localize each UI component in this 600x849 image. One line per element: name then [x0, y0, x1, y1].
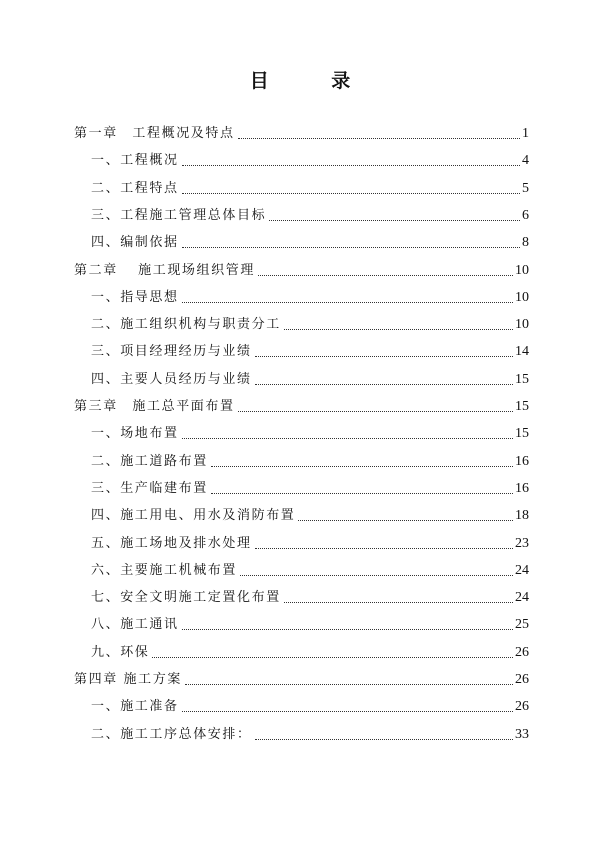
toc-entry-label: 二、工程特点	[91, 180, 179, 196]
toc-page-number: 8	[522, 235, 529, 251]
toc-section-entry[interactable]	[91, 615, 529, 635]
toc-section-entry[interactable]	[91, 588, 529, 608]
toc-section-entry[interactable]	[91, 725, 529, 745]
toc-dot-leader	[258, 275, 513, 276]
toc-entry-label: 三、工程施工管理总体目标	[91, 207, 267, 223]
toc-page-number: 15	[515, 399, 529, 414]
toc-dot-leader	[182, 438, 513, 439]
toc-entry-label: 一、施工准备	[91, 699, 179, 715]
toc-section-entry[interactable]	[91, 206, 529, 226]
toc-section-entry[interactable]	[91, 315, 529, 335]
toc-dot-leader	[211, 466, 513, 467]
toc-entry-label: 第三章 施工总平面布置	[74, 399, 235, 414]
toc-entry-label: 一、工程概况	[91, 153, 179, 169]
toc-page-number: 26	[515, 672, 529, 687]
toc-dot-leader	[255, 739, 513, 740]
toc-dot-leader	[182, 629, 513, 630]
toc-dot-leader	[182, 193, 520, 194]
toc-page-number: 10	[515, 289, 529, 305]
toc-dot-leader	[182, 247, 520, 248]
toc-dot-leader	[182, 711, 513, 712]
toc-section-entry[interactable]	[91, 151, 529, 171]
toc-entry-label: 七、安全文明施工定置化布置	[91, 590, 281, 606]
toc-dot-leader	[152, 657, 513, 658]
toc-entry-label: 五、施工场地及排水处理	[91, 535, 252, 551]
toc-section-entry[interactable]	[91, 643, 529, 663]
toc-dot-leader	[238, 411, 513, 412]
toc-page-number: 23	[515, 535, 529, 551]
toc-page-number: 24	[515, 590, 529, 606]
toc-section-entry[interactable]	[91, 452, 529, 472]
toc-dot-leader	[182, 165, 520, 166]
toc-entry-label: 二、施工工序总体安排：	[91, 726, 252, 742]
toc-entry-label: 三、项目经理经历与业绩	[91, 344, 252, 360]
toc-entry-label: 一、场地布置	[91, 426, 179, 442]
toc-page-number: 26	[515, 699, 529, 715]
toc-dot-leader	[211, 493, 513, 494]
toc-entry-label: 第一章 工程概况及特点	[74, 126, 235, 141]
toc-chapter-entry[interactable]	[74, 397, 529, 417]
toc-page-number: 24	[515, 562, 529, 578]
toc-page-number: 1	[522, 126, 529, 141]
toc-dot-leader	[255, 384, 513, 385]
toc-dot-leader	[255, 356, 513, 357]
toc-dot-leader	[238, 138, 520, 139]
toc-section-entry[interactable]	[91, 697, 529, 717]
toc-page-number: 15	[515, 426, 529, 442]
toc-dot-leader	[255, 548, 513, 549]
toc-entry-label: 四、编制依据	[91, 235, 179, 251]
toc-page-number: 16	[515, 453, 529, 469]
toc-entry-label: 四、施工用电、用水及消防布置	[91, 508, 296, 524]
toc-entry-label: 二、施工组织机构与职责分工	[91, 317, 281, 333]
toc-page-number: 5	[522, 180, 529, 196]
page-title: 目 录	[249, 70, 379, 92]
toc-section-entry[interactable]	[91, 479, 529, 499]
toc-section-entry[interactable]	[91, 506, 529, 526]
toc-dot-leader	[185, 684, 513, 685]
toc-section-entry[interactable]	[91, 179, 529, 199]
toc-entry-label: 九、环保	[91, 644, 150, 660]
toc-section-entry[interactable]	[91, 534, 529, 554]
toc-entry-label: 二、施工道路布置	[91, 453, 208, 469]
toc-page-number: 26	[515, 644, 529, 660]
toc-dot-leader	[284, 602, 513, 603]
toc-dot-leader	[240, 575, 513, 576]
toc-section-entry[interactable]	[91, 561, 529, 581]
toc-page-number: 6	[522, 207, 529, 223]
toc-chapter-entry[interactable]	[74, 124, 529, 144]
toc-page-number: 16	[515, 480, 529, 496]
toc-section-entry[interactable]	[91, 288, 529, 308]
toc-chapter-entry[interactable]	[74, 261, 529, 281]
toc-page-number: 14	[515, 344, 529, 360]
toc-section-entry[interactable]	[91, 370, 529, 390]
toc-entry-label: 六、主要施工机械布置	[91, 562, 238, 578]
toc-page-number: 4	[522, 153, 529, 169]
toc-page-number: 10	[515, 262, 529, 278]
toc-dot-leader	[269, 220, 520, 221]
toc-dot-leader	[182, 302, 513, 303]
toc-section-entry[interactable]	[91, 424, 529, 444]
toc-entry-label: 四、主要人员经历与业绩	[91, 371, 252, 387]
toc-dot-leader	[284, 329, 513, 330]
toc-page-number: 15	[515, 371, 529, 387]
toc-dot-leader	[298, 520, 513, 521]
toc-entry-label: 八、施工通讯	[91, 617, 179, 633]
toc-entry-label: 三、生产临建布置	[91, 480, 208, 496]
toc-entry-label: 第二章 施工现场组织管理	[74, 262, 255, 278]
toc-section-entry[interactable]	[91, 342, 529, 362]
toc-entry-label: 第四章 施工方案	[74, 672, 182, 687]
toc-page-number: 25	[515, 617, 529, 633]
toc-section-entry[interactable]	[91, 233, 529, 253]
toc-entry-label: 一、指导思想	[91, 289, 179, 305]
toc-page-number: 18	[515, 508, 529, 524]
toc-chapter-entry[interactable]	[74, 670, 529, 690]
toc-page-number: 10	[515, 317, 529, 333]
toc-page-number: 33	[515, 726, 529, 742]
